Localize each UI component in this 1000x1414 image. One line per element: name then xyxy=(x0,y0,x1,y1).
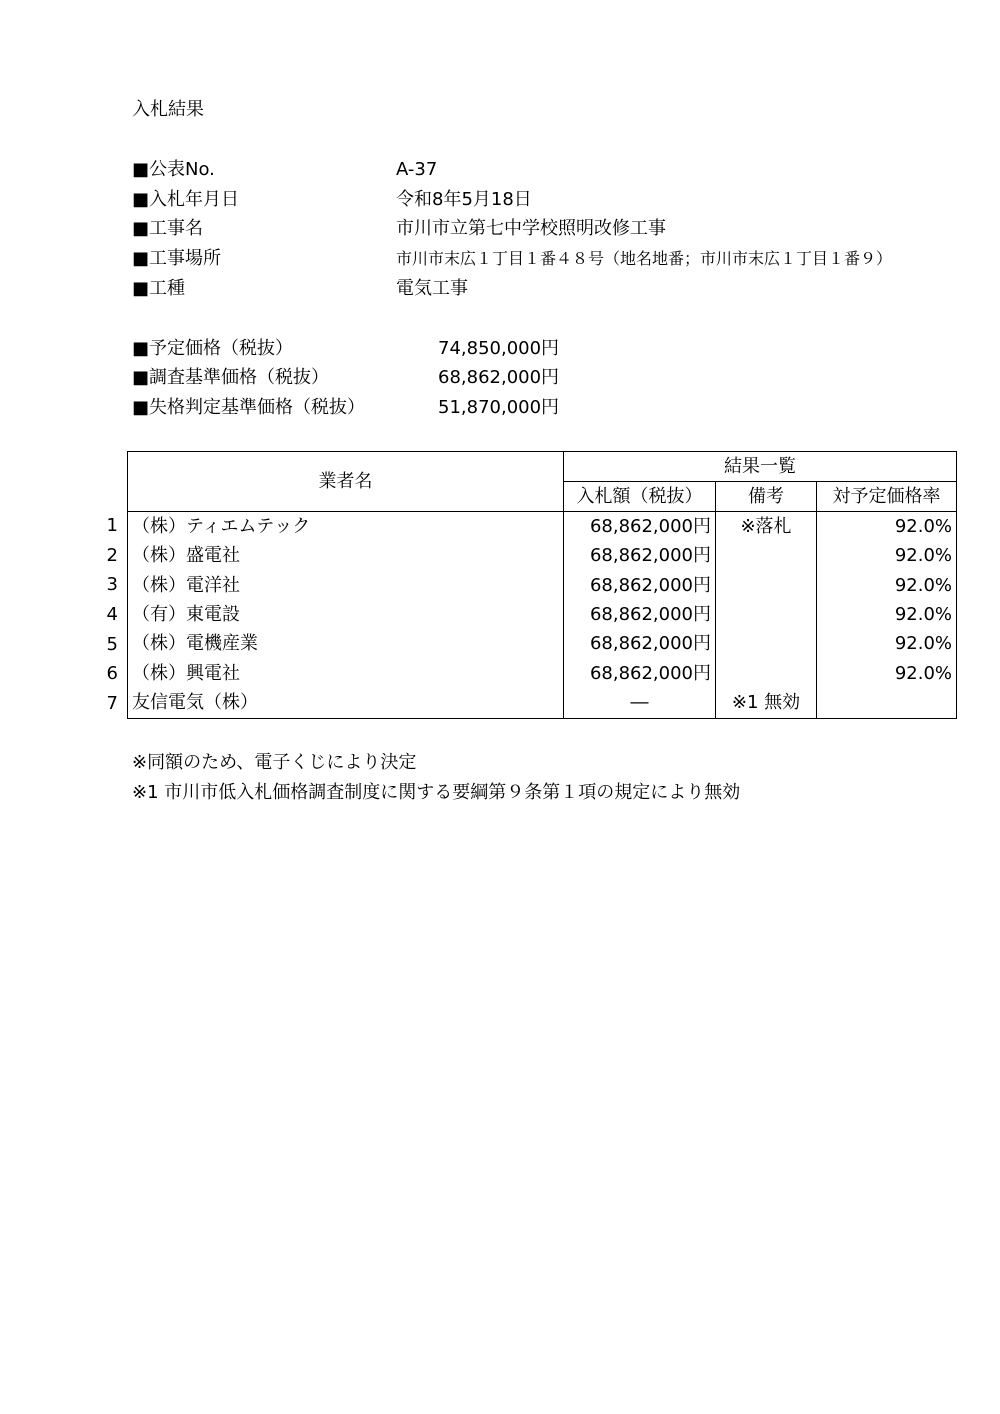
table-row xyxy=(128,541,957,570)
bidder-name: 友信電気（株） xyxy=(128,689,564,719)
price-label-planned: ■予定価格（税抜） xyxy=(132,338,294,359)
row-number: 4 xyxy=(106,604,118,625)
price-value-disqualification: 51,870,000円 xyxy=(438,397,560,418)
remarks xyxy=(716,571,817,600)
info-value-notice-no: A-37 xyxy=(396,159,438,180)
rate: 92.0% xyxy=(817,541,957,570)
info-label-bid-date: ■入札年月日 xyxy=(132,189,240,210)
price-label-survey-standard: ■調査基準価格（税抜） xyxy=(132,367,330,388)
bidder-name: （株）ティエムテック xyxy=(128,512,564,542)
rate xyxy=(817,689,957,719)
table-row xyxy=(128,659,957,688)
bid-amount: 68,862,000円 xyxy=(564,659,716,688)
bidder-name: （株）興電社 xyxy=(128,659,564,688)
rate: 92.0% xyxy=(817,571,957,600)
row-number: 5 xyxy=(106,634,118,655)
bid-amount: 68,862,000円 xyxy=(564,630,716,659)
remarks: ※1 無効 xyxy=(716,689,817,719)
rate: 92.0% xyxy=(817,600,957,629)
info-label-project-name: ■工事名 xyxy=(132,218,204,239)
table-row xyxy=(128,600,957,629)
row-number: 7 xyxy=(106,693,118,714)
info-value-location: 市川市末広１丁目１番４８号（地名地番；市川市末広１丁目１番９） xyxy=(396,249,893,268)
bid-amount: 68,862,000円 xyxy=(564,571,716,600)
info-value-work-type: 電気工事 xyxy=(396,278,468,299)
remarks: ※落札 xyxy=(716,512,817,542)
remarks xyxy=(716,630,817,659)
header-bid-amount: 入札額（税抜） xyxy=(564,482,716,512)
row-number: 2 xyxy=(106,545,118,566)
remarks xyxy=(716,659,817,688)
row-number: 6 xyxy=(106,663,118,684)
price-value-survey-standard: 68,862,000円 xyxy=(438,367,560,388)
bidder-name: （株）電洋社 xyxy=(128,571,564,600)
table-row xyxy=(128,689,957,719)
info-value-bid-date: 令和8年5月18日 xyxy=(396,189,532,210)
bid-amount: 68,862,000円 xyxy=(564,512,716,542)
info-value-project-name: 市川市立第七中学校照明改修工事 xyxy=(396,218,666,239)
table-row xyxy=(128,512,957,542)
price-value-planned: 74,850,000円 xyxy=(438,338,560,359)
info-label-notice-no: ■公表No. xyxy=(132,159,215,180)
row-number: 3 xyxy=(106,574,118,595)
header-remarks: 備考 xyxy=(716,482,817,512)
bidder-name: （株）盛電社 xyxy=(128,541,564,570)
price-label-disqualification: ■失格判定基準価格（税抜） xyxy=(132,397,366,418)
remarks xyxy=(716,600,817,629)
bidder-name: （有）東電設 xyxy=(128,600,564,629)
rate: 92.0% xyxy=(817,630,957,659)
rate: 92.0% xyxy=(817,512,957,542)
info-label-work-type: ■工種 xyxy=(132,278,186,299)
bid-amount: ― xyxy=(564,689,716,719)
header-bidder-name: 業者名 xyxy=(128,452,564,512)
rate: 92.0% xyxy=(817,659,957,688)
footnote-lottery: ※同額のため、電子くじにより決定 xyxy=(132,752,417,773)
remarks xyxy=(716,541,817,570)
results-table xyxy=(127,451,957,719)
table-row xyxy=(128,571,957,600)
footnote-invalid: ※1 市川市低入札価格調査制度に関する要綱第９条第１項の規定により無効 xyxy=(132,782,741,803)
info-label-location: ■工事場所 xyxy=(132,248,222,269)
row-number: 1 xyxy=(106,515,118,536)
table-row xyxy=(128,630,957,659)
header-rate: 対予定価格率 xyxy=(817,482,957,512)
bid-amount: 68,862,000円 xyxy=(564,541,716,570)
bidder-name: （株）電機産業 xyxy=(128,630,564,659)
header-result-list: 結果一覧 xyxy=(564,452,957,482)
bid-amount: 68,862,000円 xyxy=(564,600,716,629)
page-title: 入札結果 xyxy=(132,99,204,120)
